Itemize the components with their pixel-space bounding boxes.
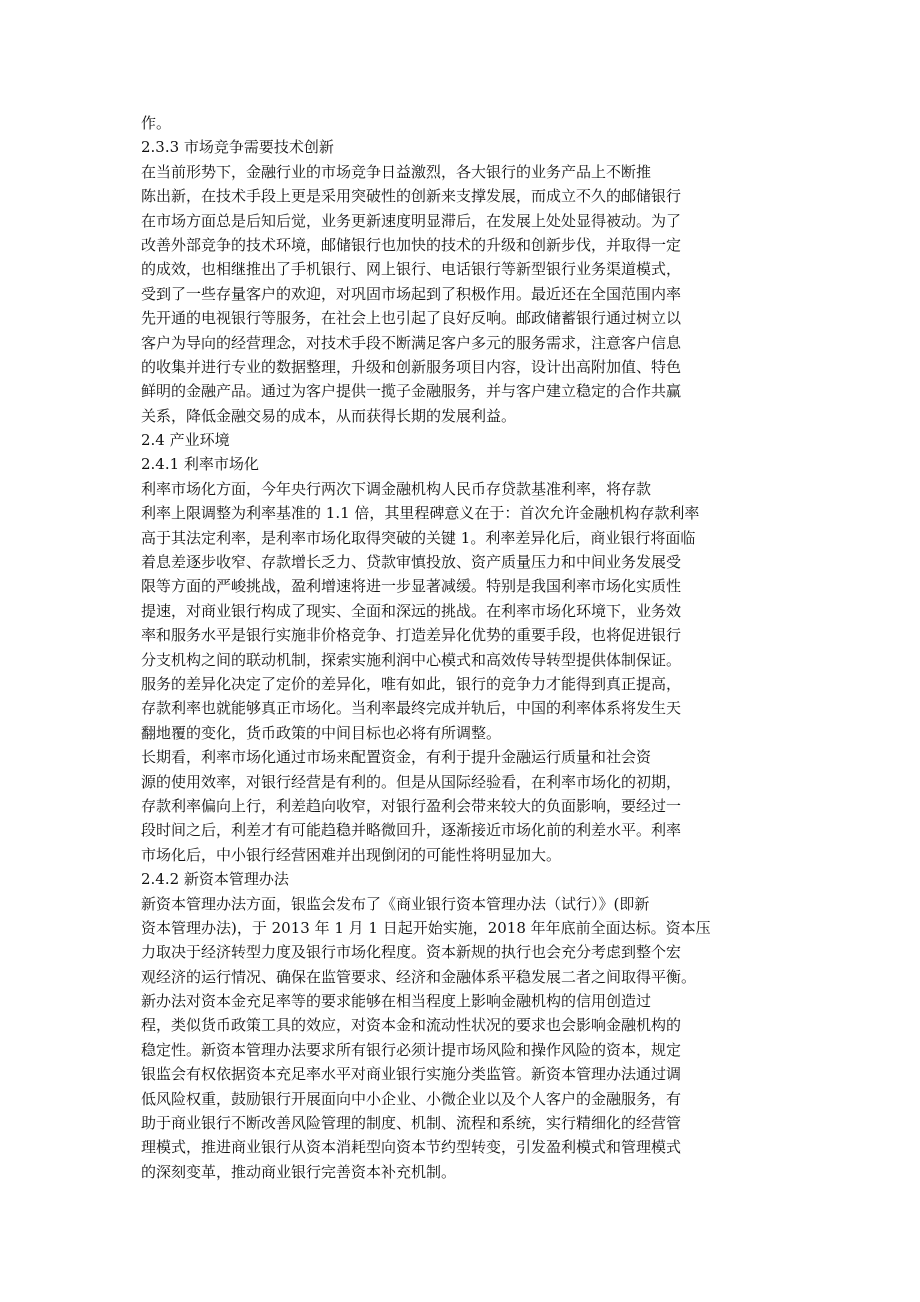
text-line: 着息差逐步收窄、存款增长乏力、贷款审慎投放、资产质量压力和中间业务发展受	[141, 553, 682, 572]
text-line: 力取决于经济转型力度及银行市场化程度。资本新规的执行也会充分考虑到整个宏	[141, 943, 682, 962]
text-line: 2.4.2 新资本管理办法	[141, 870, 289, 889]
text-line: 段时间之后，利差才有可能趋稳并略微回升，逐渐接近市场化前的利差水平。利率	[141, 821, 682, 840]
text-line: 市场化后，中小银行经营困难并出现倒闭的可能性将明显加大。	[141, 845, 562, 864]
text-line: 鲜明的金融产品。通过为客户提供一揽子金融服务，并与客户建立稳定的合作共赢	[141, 382, 682, 401]
text-line: 率和服务水平是银行实施非价格竞争、打造差异化优势的重要手段，也将促进银行	[141, 626, 682, 645]
text-line: 限等方面的严峻挑战，盈利增速将进一步显著减缓。特别是我国利率市场化实质性	[141, 577, 682, 596]
text-line: 银监会有权依据资本充足率水平对商业银行实施分类监管。新资本管理办法通过调	[141, 1065, 682, 1084]
text-line: 稳定性。新资本管理办法要求所有银行必须计提市场风险和操作风险的资本，规定	[141, 1040, 682, 1059]
text-line: 长期看，利率市场化通过市场来配置资金，有利于提升金融运行质量和社会资	[141, 748, 652, 767]
text-line: 改善外部竞争的技术环境，邮储银行也加快的技术的升级和创新步伐，并取得一定	[141, 235, 682, 254]
text-line: 的深刻变革，推动商业银行完善资本补充机制。	[141, 1162, 457, 1181]
text-line: 分支机构之间的联动机制，探索实施利润中心模式和高效传导转型提供体制保证。	[141, 650, 682, 669]
text-line: 2.4 产业环境	[141, 431, 230, 450]
text-line: 资本管理办法)，于 2013 年 1 月 1 日起开始实施，2018 年年底前全面达标。资本压	[141, 918, 711, 937]
text-line: 高于其法定利率，是利率市场化取得突破的关键 1。利率差异化后，商业银行将面临	[141, 528, 696, 547]
text-line: 陈出新，在技术手段上更是采用突破性的创新来支撑发展，而成立不久的邮储银行	[141, 187, 682, 206]
text-line: 观经济的运行情况、确保在监管要求、经济和金融体系平稳发展二者之间取得平衡。	[141, 967, 697, 986]
text-line: 程，类似货币政策工具的效应，对资本金和流动性状况的要求也会影响金融机构的	[141, 1016, 682, 1035]
text-line: 2.3.3 市场竞争需要技术创新	[141, 138, 334, 157]
text-line: 理模式，推进商业银行从资本消耗型向资本节约型转变，引发盈利模式和管理模式	[141, 1138, 682, 1157]
text-line: 作。	[141, 114, 172, 132]
text-line: 利率市场化方面，今年央行两次下调金融机构人民币存贷款基准利率，将存款	[141, 479, 652, 498]
document-page	[141, 111, 741, 1184]
text-line: 服务的差异化决定了定价的差异化，唯有如此，银行的竞争力才能得到真正提高，	[141, 674, 682, 693]
text-line: 客户为导向的经营理念，对技术手段不断满足客户多元的服务需求，注意客户信息	[141, 333, 682, 352]
text-line: 的成效，也相继推出了手机银行、网上银行、电话银行等新型银行业务渠道模式，	[141, 260, 682, 279]
text-line: 受到了一些存量客户的欢迎，对巩固市场起到了积极作用。最近还在全国范围内率	[141, 284, 682, 303]
text-line: 在市场方面总是后知后觉，业务更新速度明显滞后，在发展上处处显得被动。为了	[141, 211, 682, 230]
text-line: 存款利率也就能够真正市场化。当利率最终完成并轨后，中国的利率体系将发生天	[141, 699, 682, 718]
text-line: 2.4.1 利率市场化	[141, 455, 259, 474]
text-line: 低风险权重，鼓励银行开展面向中小企业、小微企业以及个人客户的金融服务，有	[141, 1089, 682, 1108]
text-line: 助于商业银行不断改善风险管理的制度、机制、流程和系统，实行精细化的经营管	[141, 1114, 682, 1133]
text-line: 的收集并进行专业的数据整理，升级和创新服务项目内容，设计出高附加值、特色	[141, 357, 682, 376]
text-line: 源的使用效率，对银行经营是有利的。但是从国际经验看，在利率市场化的初期，	[141, 772, 682, 791]
text-line: 利率上限调整为利率基准的 1.1 倍，其里程碑意义在于：首次允许金融机构存款利率	[141, 504, 700, 523]
text-line: 在当前形势下，金融行业的市场竞争日益激烈，各大银行的业务产品上不断推	[141, 162, 652, 181]
text-line: 关系，降低金融交易的成本，从而获得长期的发展利益。	[141, 406, 517, 425]
text-line: 存款利率偏向上行，利差趋向收窄，对银行盈利会带来较大的负面影响，要经过一	[141, 796, 682, 815]
text-line: 提速，对商业银行构成了现实、全面和深远的挑战。在利率市场化环境下，业务效	[141, 601, 682, 620]
text-line: 翻地覆的变化，货币政策的中间目标也必将有所调整。	[141, 723, 502, 742]
text-line: 新资本管理办法方面，银监会发布了《商业银行资本管理办法（试行）》(即新	[141, 894, 650, 913]
text-line: 新办法对资本金充足率等的要求能够在相当程度上影响金融机构的信用创造过	[141, 992, 652, 1011]
text-line: 先开通的电视银行等服务，在社会上也引起了良好反响。邮政储蓄银行通过树立以	[141, 309, 682, 328]
